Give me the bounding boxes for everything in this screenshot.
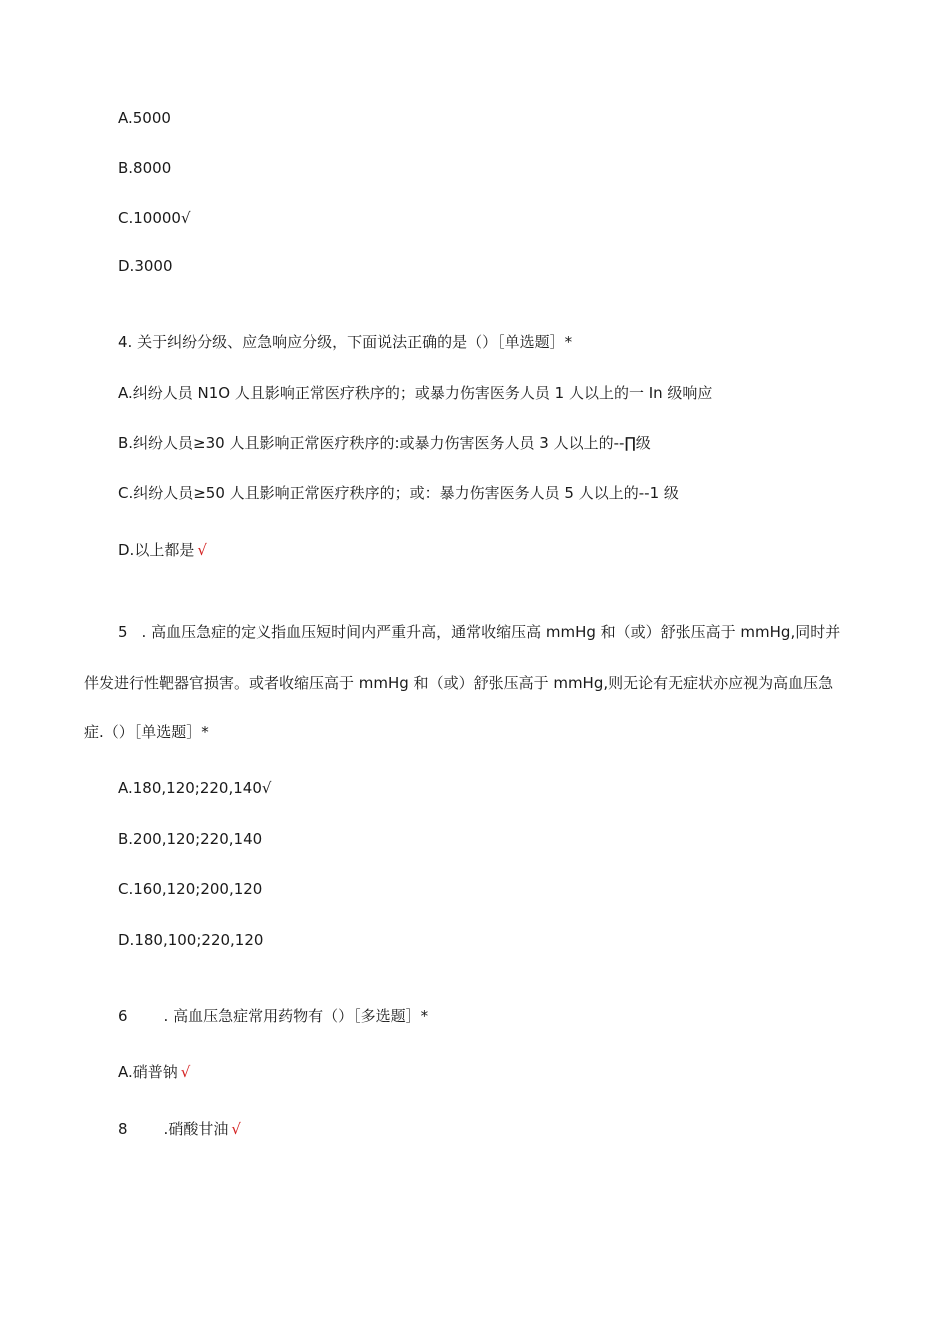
q3-option-d: D.3000 [118, 257, 173, 275]
q5-stem-line-2: 伴发进行性靶器官损害。或者收缩压高于 mmHg 和（或）舒张压高于 mmHg,则无论有无症状亦应视为高血压急 [84, 674, 834, 692]
q4-option-a: A.纠纷人员 N1O 人且影响正常医疗秩序的；或暴力伤害医务人员 1 人以上的一 In 级响应 [118, 384, 713, 402]
q8-number: 8 [118, 1120, 128, 1138]
q6-stem-text: . 高血压急症常用药物有（）［多选题］* [163, 1007, 429, 1025]
check-mark-icon: √ [197, 541, 207, 559]
q3-option-a: A.5000 [118, 109, 171, 127]
q6-option-a-text: A.硝普钠 [118, 1063, 178, 1081]
q5-option-b: B.200,120;220,140 [118, 830, 263, 848]
q3-option-b: B.8000 [118, 159, 172, 177]
q6-option-a [118, 1062, 190, 1082]
q4-stem: 4. 关于纠纷分级、应急响应分级，下面说法正确的是（）［单选题］* [118, 333, 573, 351]
check-mark-icon: √ [180, 1063, 191, 1081]
q4-option-d-text: D.以上都是 [118, 541, 195, 559]
check-mark-icon: √ [231, 1120, 241, 1138]
q6-stem [118, 1006, 428, 1026]
q4-option-d [118, 540, 207, 560]
q8-text: .硝酸甘油 [163, 1120, 229, 1138]
q5-stem-line-3: 症.（）［单选题］* [84, 723, 209, 741]
q6-number: 6 [118, 1007, 128, 1025]
q8-line [118, 1119, 241, 1139]
q3-option-c: C.10000√ [118, 209, 191, 227]
q5-option-a: A.180,120;220,140√ [118, 779, 272, 797]
q5-option-d: D.180,100;220,120 [118, 931, 264, 949]
q5-stem-line-1 [118, 622, 840, 642]
q5-number: 5 [118, 623, 128, 641]
q4-option-c: C.纠纷人员≥50 人且影响正常医疗秩序的；或：暴力伤害医务人员 5 人以上的--1 级 [118, 484, 679, 502]
q5-stem-text-1: . 高血压急症的定义指血压短时间内严重升高，通常收缩压高 mmHg 和（或）舒张压高于 mmHg,同时并 [141, 623, 841, 641]
q5-option-c: C.160,120;200,120 [118, 880, 263, 898]
q4-option-b: B.纠纷人员≥30 人且影响正常医疗秩序的:或暴力伤害医务人员 3 人以上的--∏级 [118, 434, 651, 452]
